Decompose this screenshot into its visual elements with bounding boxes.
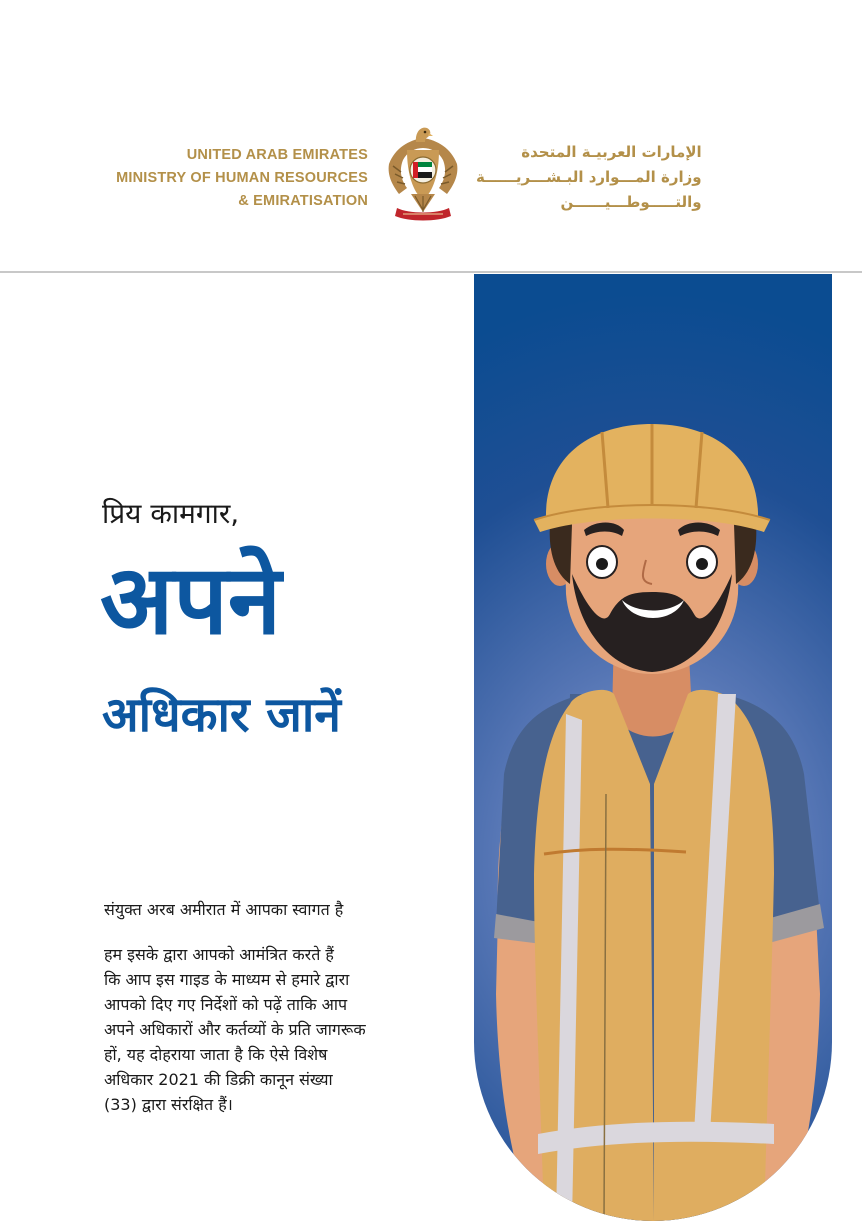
ministry-name-arabic (476, 140, 702, 215)
ministry-en-line-2: MINISTRY OF HUMAN RESOURCES (116, 170, 368, 186)
intro-line-6: अधिकार 2021 की डिक्री कानून संख्या (104, 1070, 333, 1089)
uae-eagle-emblem-icon (385, 124, 461, 224)
worker-illustration-panel (474, 274, 832, 1221)
ministry-ar-line-2: وزارة المـــوارد البـشـــريــــــة (476, 168, 702, 186)
intro-line-5: हों, यह दोहराया जाता है कि ऐसे विशेष (104, 1045, 328, 1064)
intro-line-3: आपको दिए गए निर्देशों को पढ़ें ताकि आप (104, 995, 348, 1014)
ministry-en-line-3: & EMIRATISATION (238, 193, 368, 209)
intro-line-4: अपने अधिकारों और कर्तव्यों के प्रति जागरूक (104, 1020, 366, 1039)
greeting: प्रिय कामगार, (102, 497, 240, 530)
intro-line-1: हम इसके द्वारा आपको आमंत्रित करते हैं (104, 945, 334, 964)
page-header (0, 0, 862, 272)
intro-line-2: कि आप इस गाइड के माध्यम से हमारे द्वारा (104, 970, 350, 989)
page-subtitle: अधिकार जानें (102, 687, 341, 743)
ministry-ar-line-1: الإمارات العربيـة المتحدة (521, 143, 702, 161)
intro-line-7: (33) द्वारा संरक्षित हैं। (104, 1095, 233, 1114)
ministry-ar-line-3: والتـــــوطـــيــــــن (560, 193, 702, 211)
ministry-en-line-1: UNITED ARAB EMIRATES (186, 147, 368, 163)
header-divider (0, 271, 862, 273)
intro-paragraph (104, 942, 444, 1117)
ministry-name-english (116, 144, 368, 213)
welcome-heading: संयुक्त अरब अमीरात में आपका स्वागत है (104, 900, 344, 919)
page-title: अपने (100, 544, 282, 656)
worker-illustration (474, 274, 832, 1221)
